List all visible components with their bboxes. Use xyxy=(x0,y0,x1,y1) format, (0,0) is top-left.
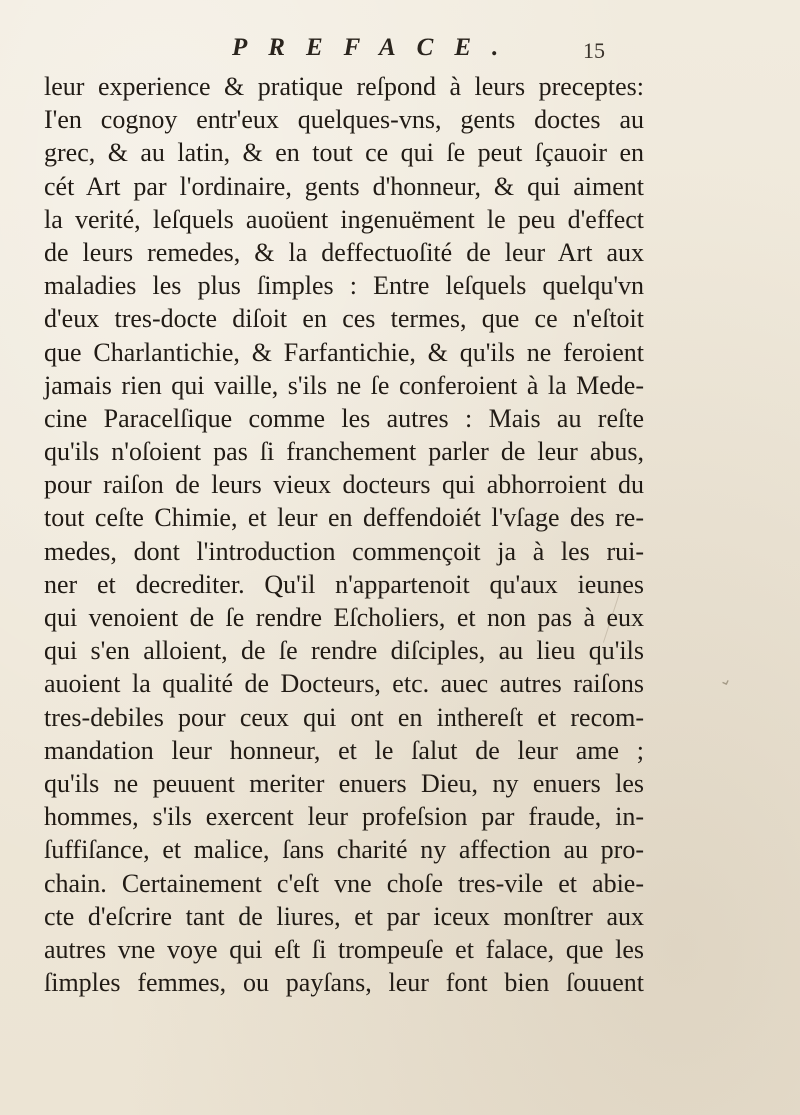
text-line: leur experience & pratique reſpond à leurs preceptes: xyxy=(44,72,644,101)
text-line: I'en cognoy entr'eux quelques-vns, gents doctes au xyxy=(44,105,644,135)
text-line: autres vne voye qui eſt ſi trompeuſe et falace, que les xyxy=(44,934,644,964)
text-line: qui venoient de ſe rendre Eſcholiers, et non pas à eux xyxy=(44,603,644,632)
text-line: qu'ils n'oſoient pas ſi franchement parler de leur abus, xyxy=(44,437,644,467)
text-line: tout ceſte Chimie, et leur en deffendoiét l'vſage des re- xyxy=(44,503,644,533)
text-line: la verité, leſquels auoüent ingenuëment le peu d'effect xyxy=(44,204,644,234)
text-line: chain. Certainement c'eſt vne choſe tres-vile et abie- xyxy=(44,868,644,898)
body-text xyxy=(44,70,644,999)
text-line: ſuffiſance, et malice, ſans charité ny affection au pro- xyxy=(44,835,644,865)
text-line: ſimples femmes, ou payſans, leur font bien ſouuent xyxy=(44,968,644,998)
text-line: pour raiſon de leurs vieux docteurs qui abhorroient du xyxy=(44,470,644,500)
text-line: mandation leur honneur, et le ſalut de leur ame ; xyxy=(44,735,644,765)
text-line: auoient la qualité de Docteurs, etc. auec autres raiſons xyxy=(44,669,644,699)
text-line: de leurs remedes, & la deffectuoſité de leur Art aux xyxy=(44,237,644,267)
text-line: jamais rien qui vaille, s'ils ne ſe conferoient à la Mede- xyxy=(44,370,644,400)
text-line: cét Art par l'ordinaire, gents d'honneur, & qui aiment xyxy=(44,171,644,201)
text-line: qu'ils ne peuuent meriter enuers Dieu, ny enuers les xyxy=(44,768,644,798)
running-title: PREFACE. xyxy=(232,34,520,61)
text-line: que Charlantichie, & Farfantichie, & qu'ils ne feroient xyxy=(44,337,644,367)
text-line: grec, & au latin, & en tout ce qui ſe peut ſçauoir en xyxy=(44,138,644,168)
text-line: maladies les plus ſimples : Entre leſquels quelqu'vn xyxy=(44,271,644,301)
text-line: tres-debiles pour ceux qui ont en inthereſt et recom- xyxy=(44,702,644,732)
text-line: cine Paracelſique comme les autres : Mais au reſte xyxy=(44,403,644,433)
text-line: ner et decrediter. Qu'il n'appartenoit qu'aux ieunes xyxy=(44,569,644,599)
text-line: cte d'eſcrire tant de liures, et par iceux monſtrer aux xyxy=(44,901,644,931)
margin-mark: ⌄ xyxy=(715,668,735,691)
page-number: 15 xyxy=(583,38,605,63)
text-line: d'eux tres-docte diſoit en ces termes, que ce n'eſtoit xyxy=(44,304,644,334)
text-line: hommes, s'ils exercent leur profeſsion par fraude, in- xyxy=(44,802,644,832)
text-line: medes, dont l'introduction commençoit ja à les rui- xyxy=(44,536,644,566)
page-header xyxy=(0,30,800,74)
text-line: qui s'en alloient, de ſe rendre diſciples, au lieu qu'ils xyxy=(44,636,644,666)
